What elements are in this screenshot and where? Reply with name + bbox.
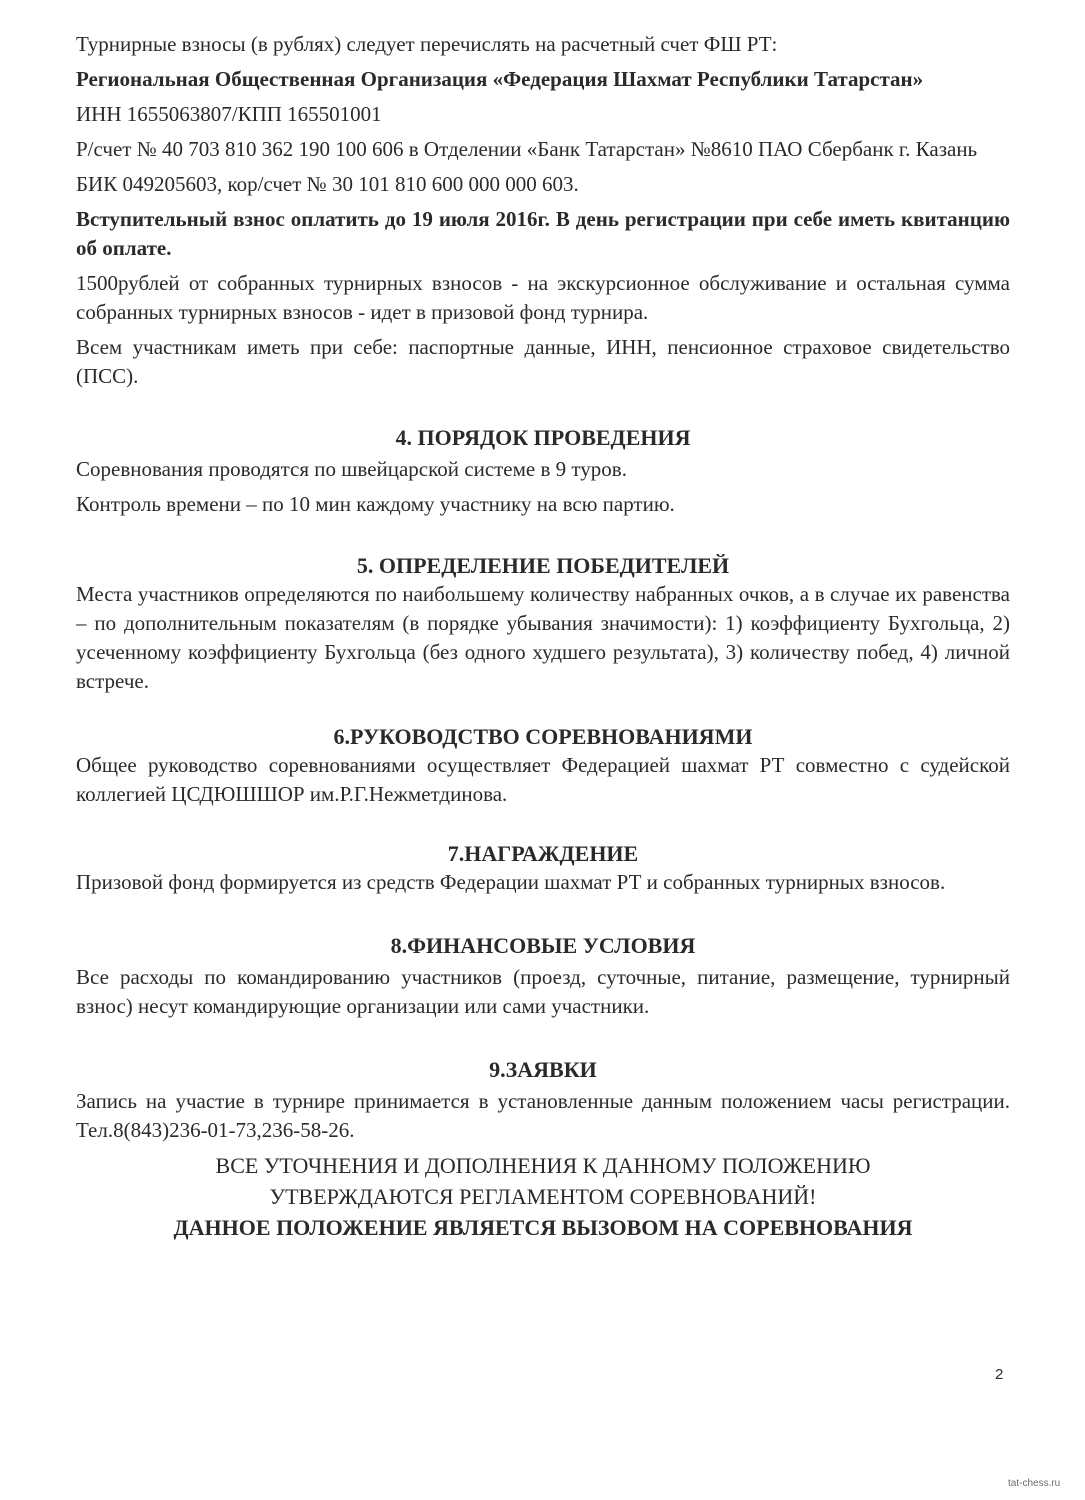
section-5-title: 5. ОПРЕДЕЛЕНИЕ ПОБЕДИТЕЛЕЙ: [356, 553, 730, 578]
document-body: [76, 14, 1010, 1243]
section-4-title: 4. ПОРЯДОК ПРОВЕДЕНИЯ: [395, 425, 691, 450]
section-8-text: Все расходы по командированию участников (проезд, суточные, питание, размещение, турнирный взнос) несут командирующие организации или сами участники.: [76, 965, 1010, 1018]
bik: БИК 049205603, кор/счет № 30 101 810 600 000 000 603.: [76, 172, 579, 196]
notice-line-3: ДАННОЕ ПОЛОЖЕНИЕ ЯВЛЯЕТСЯ ВЫЗОВОМ НА СОРЕВНОВАНИЯ: [173, 1215, 913, 1240]
notice-line-2: УТВЕРЖДАЮТСЯ РЕГЛАМЕНТОМ СОРЕВНОВАНИЙ!: [269, 1184, 817, 1209]
section-7-title: 7.НАГРАЖДЕНИЕ: [447, 841, 639, 866]
section-7-text: Призовой фонд формируется из средств Федерации шахмат РТ и собранных турнирных взносов.: [76, 870, 946, 894]
required-documents: Всем участникам иметь при себе: паспортные данные, ИНН, пенсионное страховое свидетельство (ПСС).: [76, 335, 1010, 388]
page-number: 2: [995, 1366, 1004, 1383]
org-name: Региональная Общественная Организация «Федерация Шахмат Республики Татарстан»: [76, 67, 924, 91]
fees-intro: Турнирные взносы (в рублях) следует перечислять на расчетный счет ФШ РТ:: [76, 32, 778, 56]
inn-kpp: ИНН 1655063807/КПП 165501001: [76, 102, 382, 126]
section-5-text: Места участников определяются по наибольшему количеству набранных очков, а в случае их равенства – по дополнительным показателям (в порядке убывания значимости): 1) коэффициенту Бухгольца, 2) усеченному коэффициенту Бухгольца (без одного худшего результата), 3) количеству побед, 4) личной встрече.: [76, 582, 1010, 693]
fee-distribution: 1500рублей от собранных турнирных взносов - на экскурсионное обслуживание и остальная сумма собранных турнирных взносов - идет в призовой фонд турнира.: [76, 271, 1010, 324]
section-9-text: Запись на участие в турнире принимается в установленные данным положением часы регистрации. Тел.8(843)236-01-73,236-58-26.: [76, 1089, 1010, 1142]
notice-line-1: ВСЕ УТОЧНЕНИЯ И ДОПОЛНЕНИЯ К ДАННОМУ ПОЛОЖЕНИЮ: [215, 1153, 871, 1178]
watermark: tat-chess.ru: [1008, 1478, 1061, 1489]
fee-deadline: Вступительный взнос оплатить до 19 июля 2016г. В день регистрации при себе иметь квитанцию об оплате.: [76, 207, 1010, 260]
section-6-text: Общее руководство соревнованиями осуществляет Федерацией шахмат РТ совместно с судейской коллегией ЦСДЮШШОР им.Р.Г.Нежметдинова.: [76, 753, 1010, 806]
section-4-line-1: Соревнования проводятся по швейцарской системе в 9 туров.: [76, 457, 627, 481]
bank-account: Р/счет № 40 703 810 362 190 100 606 в Отделении «Банк Татарстан» №8610 ПАО Сбербанк г. Казань: [76, 137, 978, 161]
section-8-title: 8.ФИНАНСОВЫЕ УСЛОВИЯ: [390, 933, 696, 958]
section-9-title: 9.ЗАЯВКИ: [489, 1057, 597, 1082]
section-4-line-2: Контроль времени – по 10 мин каждому участнику на всю партию.: [76, 492, 675, 516]
section-6-title: 6.РУКОВОДСТВО СОРЕВНОВАНИЯМИ: [333, 724, 753, 749]
